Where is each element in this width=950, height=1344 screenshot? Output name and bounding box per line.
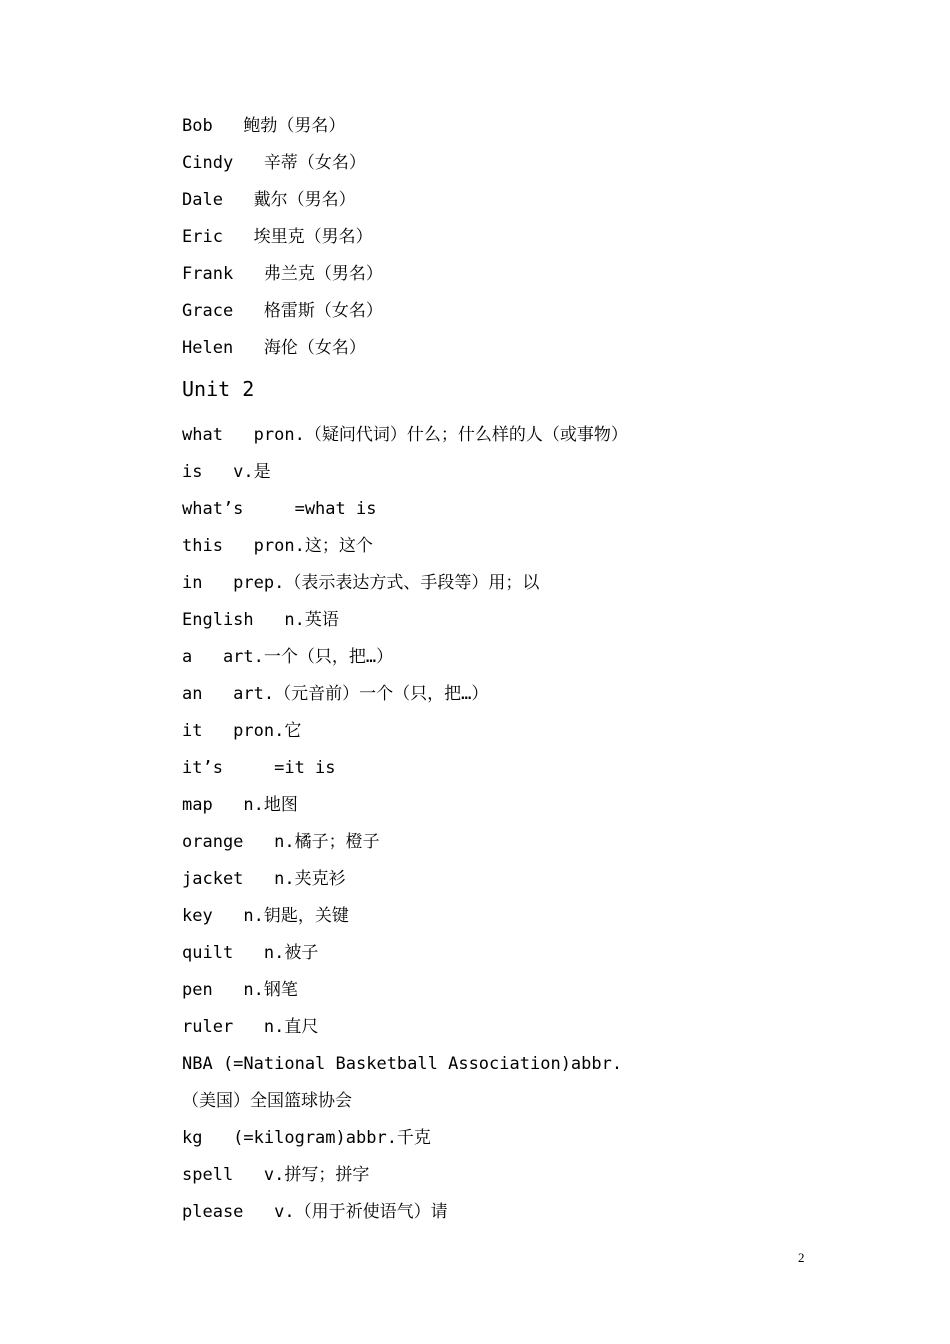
vocab-entry: is v.是 <box>182 462 271 482</box>
vocab-entry: a art.一个（只，把…） <box>182 647 394 667</box>
vocab-entry: what’s =what is <box>182 499 377 519</box>
content-area <box>182 112 822 1235</box>
vocab-entry: ruler n.直尺 <box>182 1017 319 1037</box>
vocab-entry: an art.（元音前）一个（只，把…） <box>182 684 489 704</box>
vocab-entry: quilt n.被子 <box>182 943 319 963</box>
vocab-entry: what pron.（疑问代词）什么；什么样的人（或事物） <box>182 425 628 445</box>
vocab-entry: it pron.它 <box>182 721 302 741</box>
vocab-entry: it’s =it is <box>182 758 336 778</box>
vocab-list <box>182 421 822 1235</box>
name-list <box>182 112 822 371</box>
vocab-entry: kg (=kilogram)abbr.千克 <box>182 1128 431 1148</box>
vocab-entry: NBA (=National Basketball Association)abbr. <box>182 1054 623 1074</box>
vocab-entry: map n.地图 <box>182 795 298 815</box>
vocab-entry: please v.（用于祈使语气）请 <box>182 1202 448 1222</box>
page-number: 2 <box>798 1250 805 1265</box>
vocab-entry: spell v.拼写；拼字 <box>182 1165 370 1185</box>
name-entry: Helen 海伦（女名） <box>182 338 366 358</box>
name-entry: Cindy 辛蒂（女名） <box>182 153 366 173</box>
name-entry: Eric 埃里克（男名） <box>182 227 373 247</box>
vocab-entry: in prep.（表示表达方式、手段等）用；以 <box>182 573 540 593</box>
vocab-entry: orange n.橘子；橙子 <box>182 832 380 852</box>
vocab-entry: this pron.这；这个 <box>182 536 373 556</box>
vocab-entry: （美国）全国篮球协会 <box>182 1091 352 1111</box>
name-entry: Dale 戴尔（男名） <box>182 190 356 210</box>
unit-heading: Unit 2 <box>182 377 255 401</box>
vocab-entry: key n.钥匙，关键 <box>182 906 349 926</box>
name-entry: Frank 弗兰克（男名） <box>182 264 383 284</box>
vocab-entry: jacket n.夹克衫 <box>182 869 346 889</box>
name-entry: Bob 鲍勃（男名） <box>182 116 346 136</box>
name-entry: Grace 格雷斯（女名） <box>182 301 383 321</box>
vocab-entry: English n.英语 <box>182 610 339 630</box>
vocab-entry: pen n.钢笔 <box>182 980 298 1000</box>
